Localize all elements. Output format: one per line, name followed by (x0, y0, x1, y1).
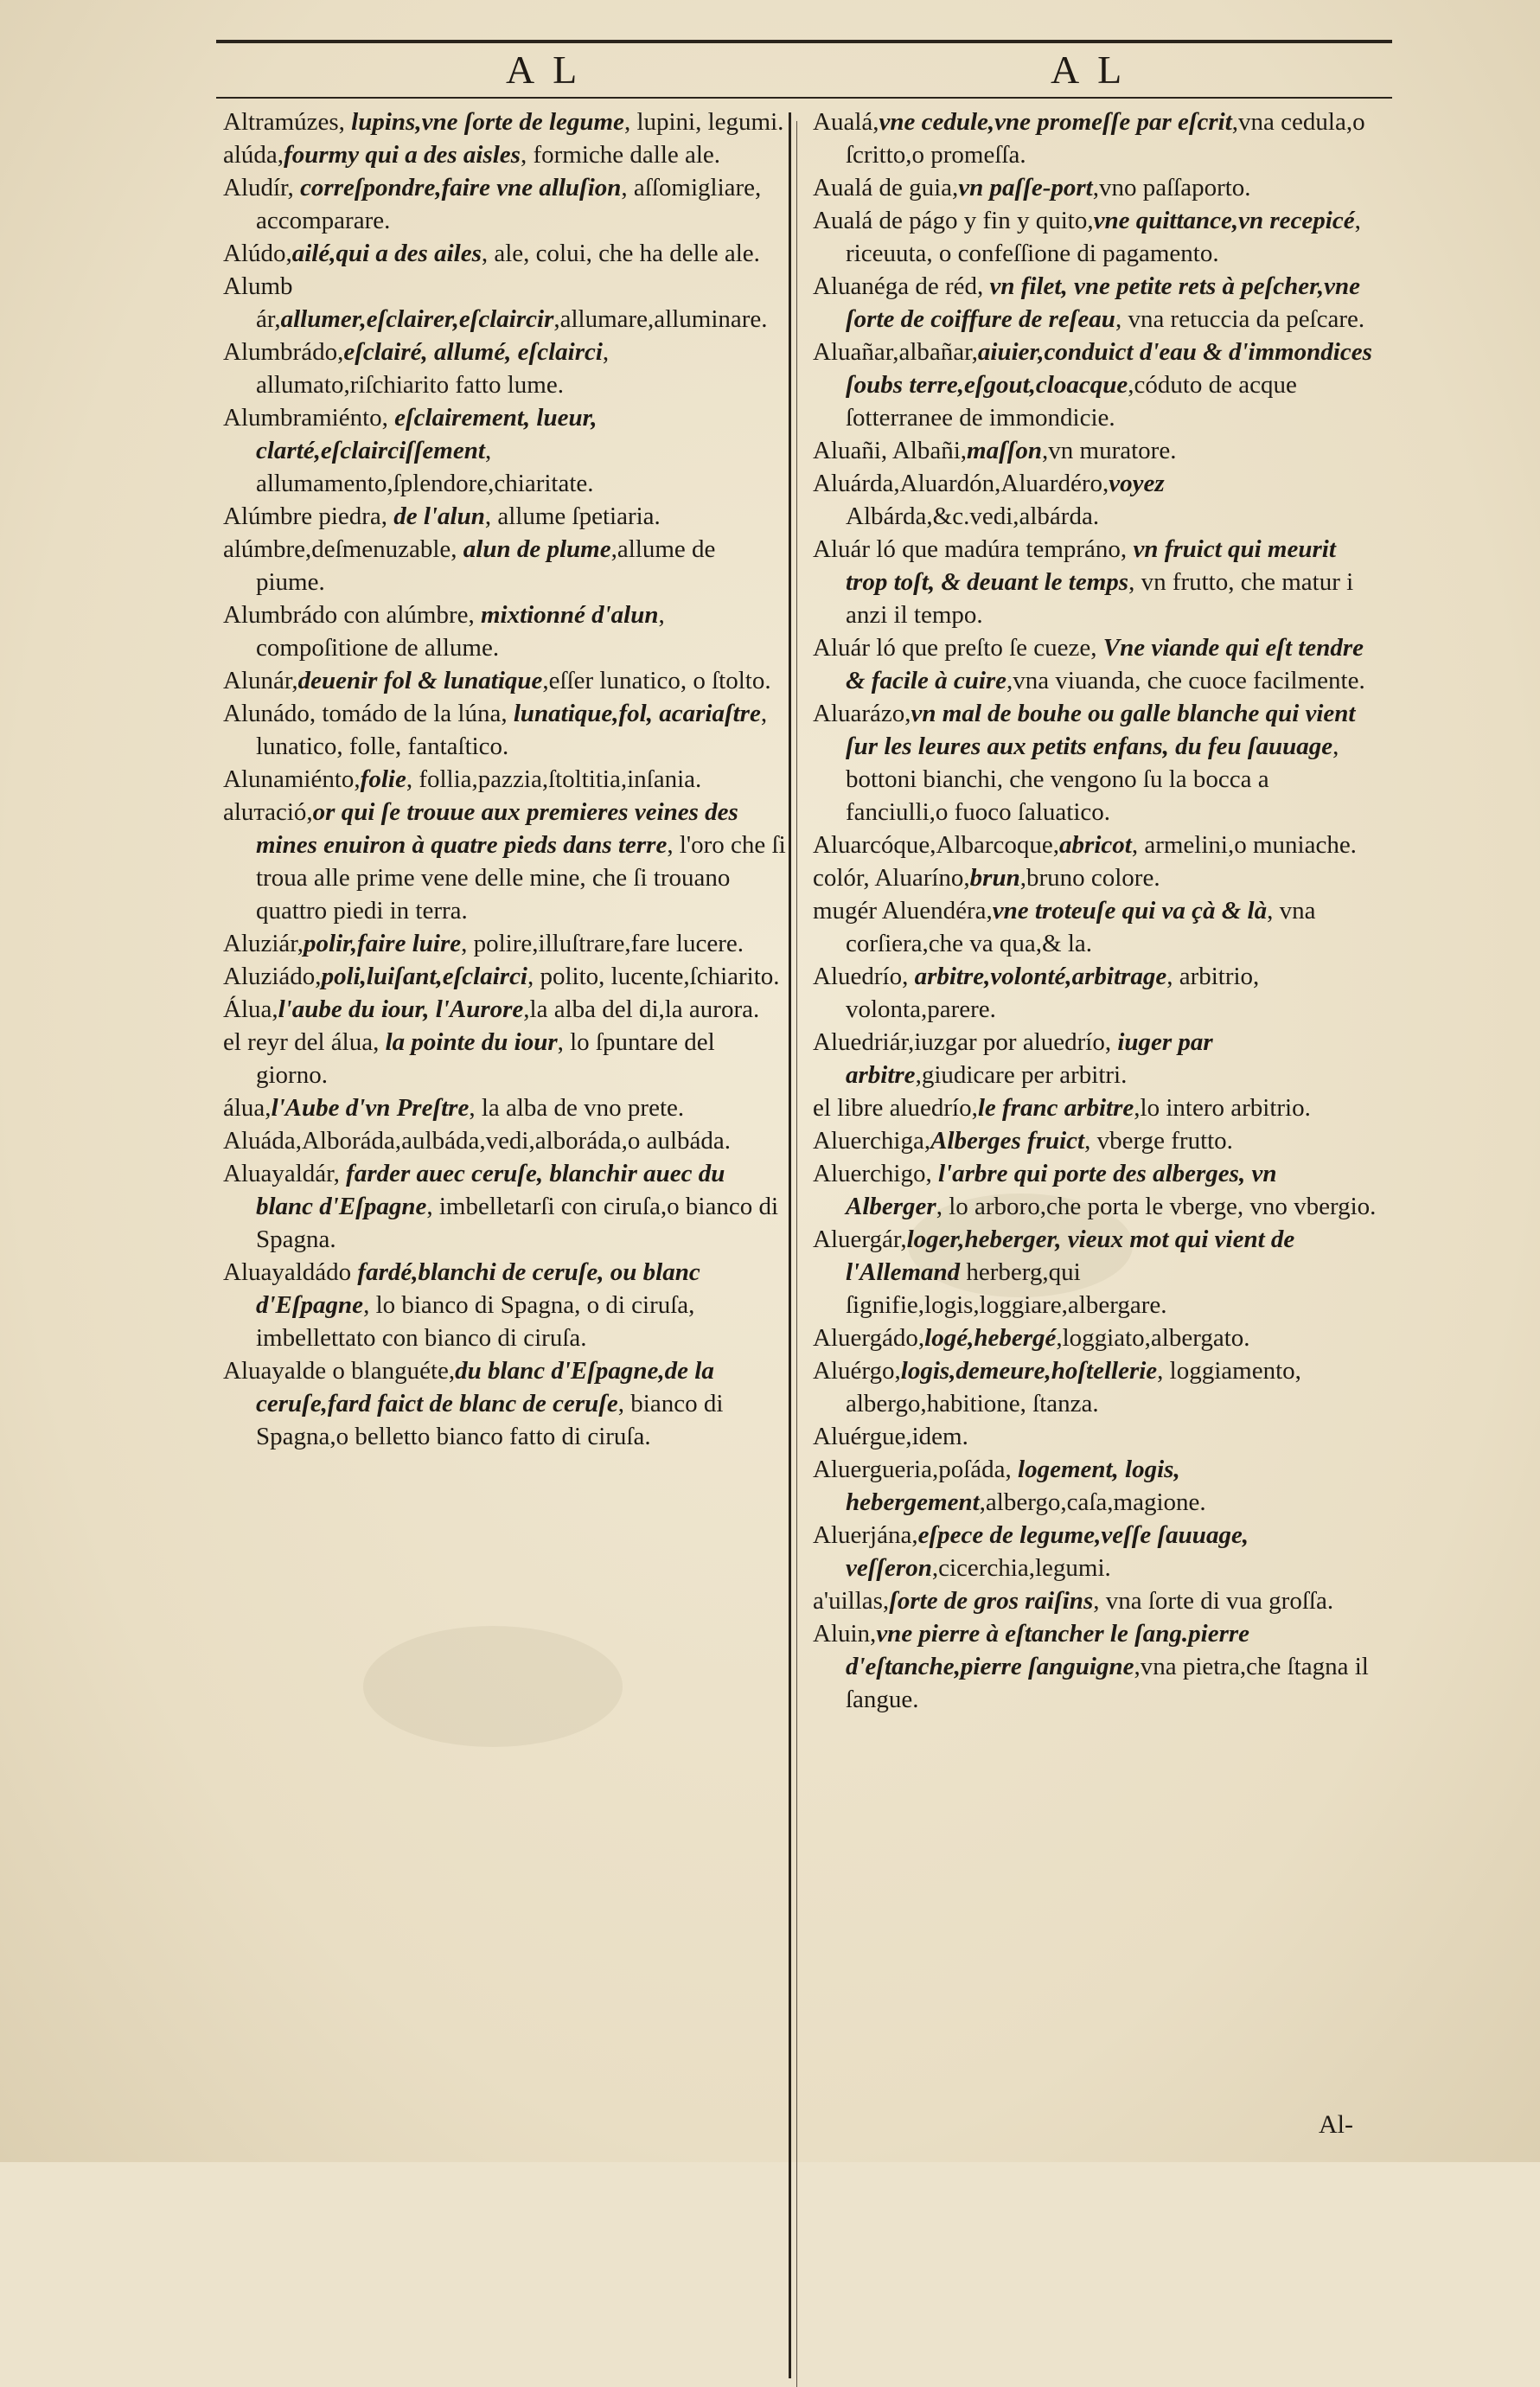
headword-spanish: Aualá de guia, (813, 174, 959, 202)
gloss-italian: , vna corſiera,che va qua,& la. (846, 897, 1316, 957)
headword-spanish: Aluarcóque,Albarcoque, (813, 831, 1060, 859)
dictionary-entry (813, 171, 1377, 204)
dictionary-entry (223, 401, 787, 500)
gloss-italian: ,códuto de acque ſotterranee de immondicie. (846, 371, 1297, 432)
running-head-right: A L (1051, 48, 1128, 92)
gloss-french: logis,demeure,hoſtellerie (900, 1357, 1158, 1385)
dictionary-entry (813, 1354, 1377, 1420)
gloss-italian: , vn frutto, che matur i anzi il tempo. (846, 568, 1354, 629)
dictionary-entry (813, 1453, 1377, 1519)
headword-spanish: Aluár ló que madúra tempráno, (813, 535, 1134, 563)
gloss-french: polir,faire luire (304, 930, 462, 957)
gloss-french: deuenir fol & lunatique (297, 667, 543, 694)
dictionary-entry (223, 993, 787, 1026)
headword-spanish: Aluin, (813, 1620, 877, 1648)
gloss-italian: , aſſomigliare, accomparare. (256, 174, 762, 234)
column-divider-thin (796, 121, 797, 2387)
gloss-french: l'Aube d'vn Preſtre (271, 1094, 470, 1122)
gloss-italian: , compoſitione de allume. (256, 601, 665, 662)
gloss-french: l'arbre qui porte des alberges, vn Alberger (846, 1160, 1277, 1220)
headword-spanish: mugér Aluendéra, (813, 897, 993, 925)
headword-spanish: Aluergádo, (813, 1324, 925, 1352)
gloss-french: aiuier,conduict d'eau & d'immondices ſoubs terre,eſgout,cloacque (846, 338, 1372, 399)
dictionary-entry (223, 500, 787, 533)
headword-spanish: Aluár ló que preſto ſe cueze, (813, 634, 1103, 662)
headword-spanish: Alunádo, tomádo de la lúna, (223, 700, 514, 727)
dictionary-entry (813, 1617, 1377, 1716)
gloss-french: ailé,qui a des ailes (291, 240, 482, 267)
gloss-italian: , ale, colui, che ha delle ale. (481, 240, 760, 267)
headword-spanish: Aluedriár,iuzgar por aluedrío, (813, 1028, 1118, 1056)
headword-spanish: Aualá, (813, 108, 879, 136)
gloss-italian: ,vno paſſaporto. (1092, 174, 1251, 202)
dictionary-entry (223, 697, 787, 763)
right-column (813, 106, 1377, 1716)
dictionary-entry (813, 533, 1377, 631)
headword-spanish: Álua, (223, 995, 278, 1023)
gloss-italian: , formiche dalle ale. (520, 141, 721, 169)
gloss-french: vn fruict qui meurit trop toſt, & deuant le temps (846, 535, 1336, 596)
headword-spanish: Aludír, (223, 174, 301, 202)
dictionary-entry (223, 1157, 787, 1256)
headword-spanish: Aluárda,Aluardón,Aluardéro, (813, 470, 1109, 497)
column-divider (789, 112, 791, 2378)
gloss-italian: ,allume de piume. (256, 535, 716, 596)
dictionary-entry (813, 336, 1377, 434)
headword-spanish: alúda, (223, 141, 284, 169)
headword-spanish: álua, (223, 1094, 272, 1122)
dictionary-entry (813, 1091, 1377, 1124)
gloss-italian: ,allumare,alluminare. (553, 305, 768, 333)
head-rule-right (804, 97, 1392, 99)
running-head-left: A L (506, 48, 583, 92)
headword-spanish: Aluañar,albañar, (813, 338, 978, 366)
dictionary-entry (813, 1026, 1377, 1091)
gloss-italian: , lunatico, folle, fantaſtico. (256, 700, 768, 760)
gloss-french: arbitre,volonté,arbitrage (914, 963, 1167, 990)
headword-spanish: Alumbrádo con alúmbre, (223, 601, 481, 629)
headword-spanish: Aluziár, (223, 930, 304, 957)
dictionary-entry (813, 1223, 1377, 1321)
dictionary-entry (223, 1124, 787, 1157)
catchword: Al- (1319, 2110, 1353, 2139)
headword-spanish: Alúdo, (223, 240, 292, 267)
gloss-italian: , lo arboro,che porta le vberge, vno vbergio. (936, 1193, 1377, 1220)
dictionary-entry (223, 927, 787, 960)
dictionary-entry (813, 1519, 1377, 1584)
dictionary-entry (223, 270, 787, 336)
gloss-french: ſorte de gros raiſins (889, 1587, 1094, 1615)
gloss-french: Alberges fruict (930, 1127, 1085, 1155)
gloss-french: vne cedule,vne promeſſe par eſcrit (879, 108, 1232, 136)
headword-spanish: Aluerjána, (813, 1521, 918, 1549)
dictionary-entry (223, 106, 787, 138)
gloss-french: lupins,vne ſorte de legume (351, 108, 624, 136)
dictionary-entry (813, 697, 1377, 829)
dictionary-entry (223, 1026, 787, 1091)
gloss-italian: , allumato,riſchiarito fatto lume. (256, 338, 610, 399)
gloss-french: mixtionné d'alun (480, 601, 659, 629)
gloss-italian: , armelini,o muniache. (1131, 831, 1357, 859)
gloss-italian: herberg,qui ſignifie,logis,loggiare,albergare. (846, 1258, 1167, 1319)
headword-spanish: a'uillas, (813, 1587, 890, 1615)
headword-spanish: Alunár, (223, 667, 298, 694)
gloss-french: voyez (1109, 470, 1165, 497)
headword-spanish: alúmbre,deſmenuzable, (223, 535, 463, 563)
gloss-french: lunatique,fol, acariaſtre (513, 700, 761, 727)
gloss-italian: ,vn muratore. (1042, 437, 1177, 464)
headword-spanish: Aluergár, (813, 1225, 907, 1253)
gloss-french: fourmy qui a des aisles (284, 141, 521, 169)
headword-spanish: Aluayalde o blanguéte, (223, 1357, 456, 1385)
gloss-french: Vne viande qui eſt tendre & facile à cuire (846, 634, 1364, 694)
headword-spanish: Aluerchiga, (813, 1127, 931, 1155)
gloss-italian: , vna retuccia da peſcare. (1115, 305, 1365, 333)
headword-spanish: colór, Aluaríno, (813, 864, 970, 892)
dictionary-entry (223, 960, 787, 993)
gloss-italian: , loggiamento, albergo,habitione, ſtanza. (846, 1357, 1301, 1417)
gloss-italian: ,eſſer lunatico, o ſtolto. (542, 667, 771, 694)
gloss-french: vn filet, vne petite rets à peſcher,vne ſorte de coiffure de reſeau (846, 272, 1360, 333)
headword-spanish: Aluziádo, (223, 963, 322, 990)
dictionary-entry (813, 1420, 1377, 1453)
head-rule-left (216, 97, 804, 99)
dictionary-entry (223, 1091, 787, 1124)
dictionary-entry (813, 631, 1377, 697)
top-rule (216, 40, 1392, 43)
gloss-french: eſpece de legume,veſſe ſauuage, veſſeron (846, 1521, 1249, 1582)
dictionary-entry (813, 861, 1377, 894)
headword-spanish: Aluayaldár, (223, 1160, 347, 1187)
gloss-italian: , bianco di Spagna,o belletto bianco fatto di ciruſa. (256, 1390, 724, 1450)
gloss-french: alun de plume (463, 535, 611, 563)
gloss-italian: ,la alba del di,la aurora. (523, 995, 760, 1023)
dictionary-entry (223, 138, 787, 171)
headword-spanish: Aluayaldádo (223, 1258, 358, 1286)
headword-spanish: Aluedrío, (813, 963, 915, 990)
headword-spanish: Alúmbre piedra, (223, 502, 394, 530)
gloss-italian: , polire,illuſtrare,fare lucere. (461, 930, 744, 957)
headword-spanish: aluтació, (223, 798, 313, 826)
stain (363, 1626, 623, 1747)
gloss-french: vne troteuſe qui va çà & là (992, 897, 1268, 925)
gloss-french: correſpondre,faire vne alluſion (300, 174, 622, 202)
dictionary-entry (813, 467, 1377, 533)
gloss-italian: , arbitrio, volonta,parere. (846, 963, 1260, 1023)
gloss-french: brun (969, 864, 1020, 892)
dictionary-entry (813, 1584, 1377, 1617)
gloss-italian: , la alba de vno prete. (469, 1094, 685, 1122)
headword-spanish: Alumb ár, (223, 272, 293, 333)
dictionary-entry (223, 664, 787, 697)
headword-spanish: Aluarázo, (813, 700, 911, 727)
dictionary-entry (813, 1157, 1377, 1223)
gloss-french: fardé,blanchi de ceruſe, ou blanc d'Eſpagne (256, 1258, 700, 1319)
gloss-italian: ,vna viuanda, che cuoce facilmente. (1006, 667, 1365, 694)
gloss-italian: ,loggiato,albergato. (1056, 1324, 1250, 1352)
headword-spanish: Aluergueria,poſáda, (813, 1456, 1019, 1483)
gloss-french: vn paſſe-port (958, 174, 1093, 202)
headword-spanish: Aualá de págo y fin y quito, (813, 207, 1094, 234)
dictionary-entry (223, 796, 787, 927)
gloss-italian: , bottoni bianchi, che vengono ſu la bocca a fanciulli,o fuoco ſaluatico. (846, 733, 1339, 826)
dictionary-entry (813, 204, 1377, 270)
gloss-french: abricot (1059, 831, 1132, 859)
gloss-italian: ,vna pietra,che ſtagna il ſangue. (846, 1653, 1369, 1713)
left-column (223, 106, 787, 1453)
dictionary-entry (223, 763, 787, 796)
dictionary-entry (223, 237, 787, 270)
gloss-italian: , allumamento,ſplendore,chiaritate. (256, 437, 594, 497)
dictionary-entry (813, 106, 1377, 171)
headword-spanish: Aluáda,Alboráda,aulbáda,vedi,alboráda,o aulbáda. (223, 1127, 731, 1155)
dictionary-entry (813, 1124, 1377, 1157)
gloss-french: le franc arbitre (977, 1094, 1134, 1122)
headword-spanish: el reyr del álua, (223, 1028, 386, 1056)
gloss-italian: Albárda,&c.vedi,albárda. (846, 502, 1100, 530)
gloss-french: allumer,eſclairer,eſclaircir (280, 305, 554, 333)
gloss-french: de l'alun (393, 502, 485, 530)
headword-spanish: Aluerchigo, (813, 1160, 938, 1187)
headword-spanish: Aluérgue,idem. (813, 1423, 968, 1450)
gloss-french: vn mal de bouhe ou galle blanche qui vient ſur les leures aux petits enfans, du feu ſauuage (846, 700, 1356, 760)
gloss-french: vne quittance,vn recepicé (1093, 207, 1355, 234)
gloss-italian: ,cicerchia,legumi. (931, 1554, 1111, 1582)
gloss-french: maſſon (967, 437, 1043, 464)
headword-spanish: Alumbramiénto, (223, 404, 395, 432)
headword-spanish: Altramúzes, (223, 108, 352, 136)
dictionary-entry (813, 894, 1377, 960)
headword-spanish: Aluanéga de réd, (813, 272, 990, 300)
gloss-italian: , lupini, legumi. (623, 108, 784, 136)
dictionary-entry (223, 171, 787, 237)
dictionary-entry (813, 960, 1377, 1026)
gloss-italian: , polito, lucente,ſchiarito. (527, 963, 780, 990)
dictionary-entry (813, 829, 1377, 861)
gloss-french: iuger par arbitre (846, 1028, 1213, 1089)
gloss-italian: ,lo intero arbitrio. (1134, 1094, 1311, 1122)
dictionary-entry (223, 1256, 787, 1354)
gloss-italian: , vna ſorte di vua groſſa. (1093, 1587, 1334, 1615)
gloss-italian: , vberge frutto. (1084, 1127, 1233, 1155)
gloss-french: la pointe du iour (385, 1028, 558, 1056)
gloss-italian: , l'oro che ſi troua alle prime vene delle mine, che ſi trouano quattro piedi in terra. (256, 831, 786, 925)
gloss-italian: , lo bianco di Spagna, o di ciruſa, imbellettato con bianco di ciruſa. (256, 1291, 695, 1352)
gloss-french: folie (360, 765, 406, 793)
dictionary-entry (813, 270, 1377, 336)
gloss-italian: , lo ſpuntare del giorno. (256, 1028, 715, 1089)
gloss-italian: ,vna cedula,o ſcritto,o promeſſa. (846, 108, 1365, 169)
gloss-french: logement, logis, hebergement (846, 1456, 1180, 1516)
gloss-french: farder auec ceruſe, blanchir auec du blanc d'Eſpagne (256, 1160, 725, 1220)
gloss-french: eſclairement, lueur, clarté,eſclairciſſement (256, 404, 597, 464)
headword-spanish: el libre aluedrío, (813, 1094, 978, 1122)
dictionary-entry (813, 1321, 1377, 1354)
gloss-italian: , imbelletarſi con ciruſa,o bianco di Spagna. (256, 1193, 779, 1253)
headword-spanish: Alunamiénto, (223, 765, 361, 793)
dictionary-entry (223, 598, 787, 664)
gloss-italian: ,bruno colore. (1019, 864, 1160, 892)
gloss-italian: ,albergo,caſa,magione. (979, 1488, 1206, 1516)
gloss-italian: ,giudicare per arbitri. (915, 1061, 1128, 1089)
dictionary-entry (223, 1354, 787, 1453)
dictionary-entry (223, 336, 787, 401)
gloss-french: logé,hebergé (924, 1324, 1057, 1352)
gloss-italian: , riceuuta, o confeſſione di pagamento. (846, 207, 1361, 267)
headword-spanish: Alumbrádo, (223, 338, 344, 366)
dictionary-entry (813, 434, 1377, 467)
gloss-french: l'aube du iour, l'Aurore (278, 995, 524, 1023)
gloss-italian: , allume ſpetiaria. (484, 502, 661, 530)
gloss-french: or qui ſe trouue aux premieres veines des mines enuiron à quatre pieds dans terre (256, 798, 738, 859)
gloss-french: loger,heberger, vieux mot qui vient de l'Allemand (846, 1225, 1295, 1286)
headword-spanish: Aluérgo, (813, 1357, 901, 1385)
dictionary-entry (223, 533, 787, 598)
gloss-french: du blanc d'Eſpagne,de la ceruſe,fard faict de blanc de ceruſe (256, 1357, 714, 1417)
gloss-italian: , follia,pazzia,ſtoltitia,inſania. (406, 765, 702, 793)
gloss-french: vne pierre à eſtancher le ſang.pierre d'eſtanche,pierre ſanguigne (846, 1620, 1250, 1680)
gloss-french: poli,luiſant,eſclairci (321, 963, 527, 990)
gloss-french: eſclairé, allumé, eſclairci (343, 338, 603, 366)
headword-spanish: Aluañi, Albañi, (813, 437, 968, 464)
